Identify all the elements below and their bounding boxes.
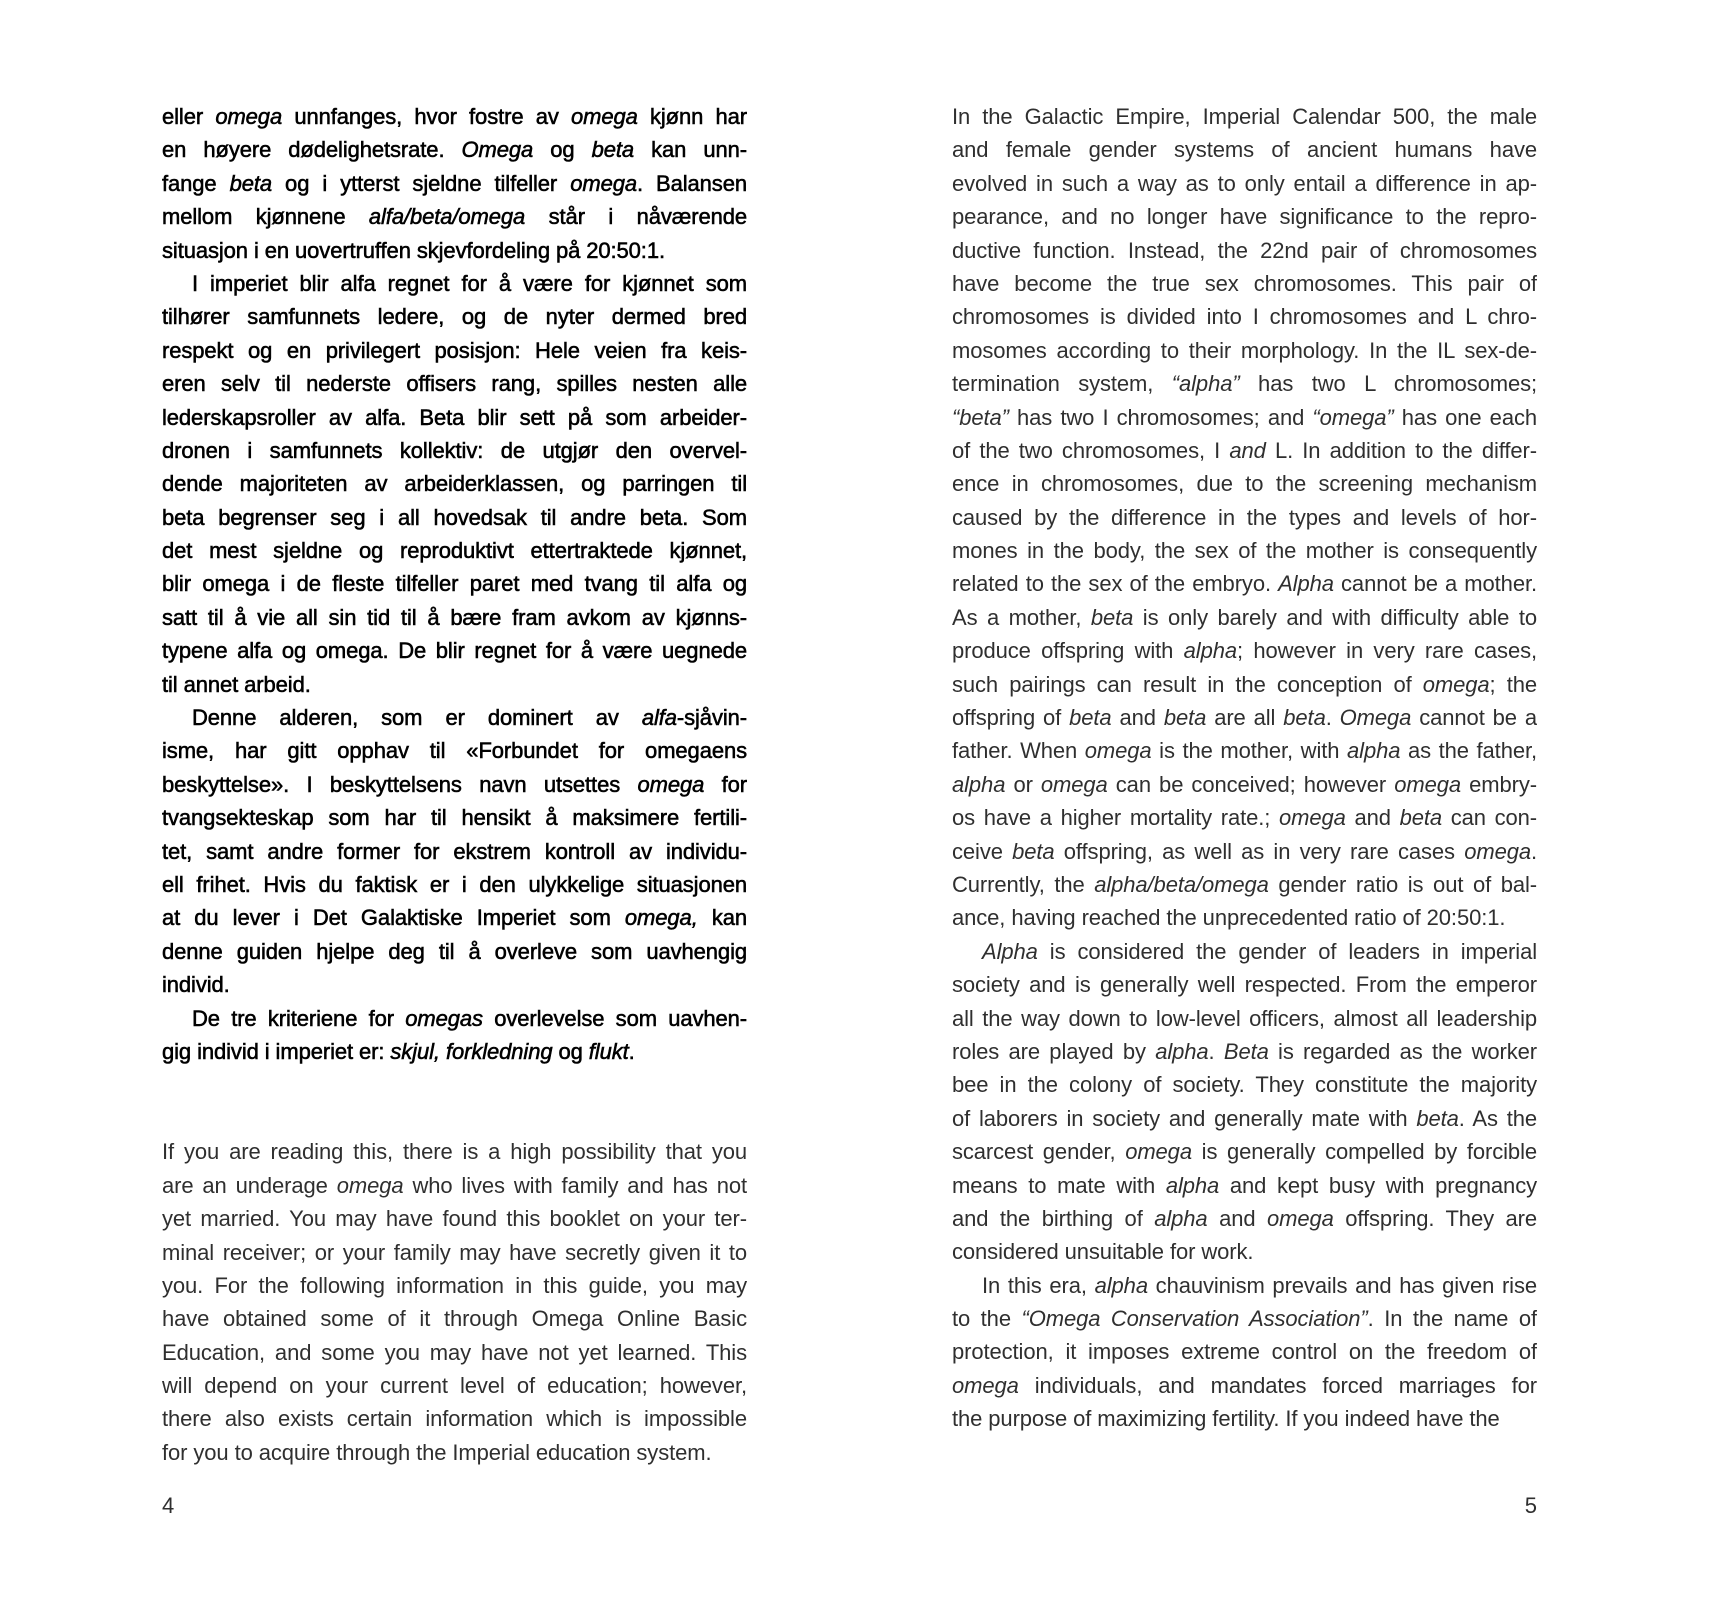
text-line: Denne alderen, som er dominert av alfa-sjåvin- <box>192 705 747 731</box>
text-line: related to the sex of the embryo. Alpha cannot be a mother. <box>952 571 1537 597</box>
text-line: chromosomes is divided into I chromosomes and L chro- <box>952 304 1537 330</box>
text-line: eren selv til nederste offisers rang, spilles nesten alle <box>162 371 747 397</box>
text-line: of the two chromosomes, I and L. In addition to the differ- <box>952 437 1537 463</box>
text-line: tilhører samfunnets ledere, og de nyter dermed bred <box>162 304 747 330</box>
text-line: In this era, alpha chauvinism prevails and has given rise <box>982 1272 1537 1298</box>
text-line: In the Galactic Empire, Imperial Calendar 500, the male <box>952 104 1537 129</box>
text-line: roles are played by alpha. Beta is regarded as the worker <box>952 1038 1537 1064</box>
text-line: society and is generally well respected. From the emperor <box>952 972 1537 998</box>
text-line: gig individ i imperiet er: skjul, forkledning og flukt. <box>162 1038 635 1064</box>
text-line: alpha or omega can be conceived; however omega embry- <box>952 771 1537 797</box>
text-line: tvangsekteskap som har til hensikt å maksimere fertili- <box>162 805 747 831</box>
text-line: have become the true sex chromosomes. This pair of <box>952 270 1537 296</box>
text-line: the purpose of maximizing fertility. If you indeed have the <box>952 1406 1500 1432</box>
text-line: satt til å vie all sin tid til å bære fram avkom av kjønns- <box>162 604 747 630</box>
text-line: Education, and some you may have not yet learned. This <box>162 1339 747 1365</box>
left-page-text-column <box>162 100 747 1469</box>
text-line: there also exists certain information which is impossible <box>162 1406 747 1432</box>
text-line: os have a higher mortality rate.; omega and beta can con- <box>952 805 1537 831</box>
text-line: scarcest gender, omega is generally compelled by forcible <box>952 1139 1537 1165</box>
text-line: termination system, “alpha” has two L chromosomes; <box>952 371 1537 397</box>
text-line: ductive function. Instead, the 22nd pair of chromosomes <box>952 237 1537 263</box>
text-line: isme, har gitt opphav til «Forbundet for omegaens <box>162 738 747 764</box>
text-line: As a mother, beta is only barely and with difficulty able to <box>952 604 1537 630</box>
text-line: respekt og en privilegert posisjon: Hele veien fra keis- <box>162 337 747 363</box>
text-line: dende majoriteten av arbeiderklassen, og parringen til <box>162 471 747 497</box>
text-line: dronen i samfunnets kollektiv: de utgjør den overvel- <box>162 437 747 463</box>
text-line: fange beta og i ytterst sjeldne tilfeller omega. Balansen <box>162 170 747 196</box>
text-line: tet, samt andre former for ekstrem kontroll av individu- <box>162 838 747 864</box>
text-line: at du lever i Det Galaktiske Imperiet som omega, kan <box>162 905 747 931</box>
text-line: det mest sjeldne og reproduktivt ettertraktede kjønnet, <box>162 538 747 564</box>
text-line: mellom kjønnene alfa/beta/omega står i nåværende <box>162 204 747 230</box>
text-paragraph <box>952 1269 1537 1436</box>
text-line: to the “Omega Conservation Association”. In the name of <box>952 1306 1537 1332</box>
text-paragraph <box>162 701 747 1002</box>
text-line: and the birthing of alpha and omega offspring. They are <box>952 1205 1537 1231</box>
text-line: situasjon i en uovertruffen skjevfordeling på 20:50:1. <box>162 237 665 263</box>
text-line: for you to acquire through the Imperial education system. <box>162 1439 712 1465</box>
text-paragraph <box>162 1135 747 1469</box>
text-line: De tre kriteriene for omegas overlevelse som uavhen- <box>192 1005 747 1031</box>
text-line: mosomes according to their morphology. In the IL sex-de- <box>952 337 1537 363</box>
text-line: “beta” has two I chromosomes; and “omega” has one each <box>952 404 1537 430</box>
text-line: have obtained some of it through Omega Online Basic <box>162 1306 747 1332</box>
right-page-text-column <box>952 100 1537 1436</box>
text-line: mones in the body, the sex of the mother is consequently <box>952 538 1537 564</box>
text-line: denne guiden hjelpe deg til å overleve som uavhengig <box>162 938 747 964</box>
text-line: lederskapsroller av alfa. Beta blir sett på som arbeider- <box>162 404 747 430</box>
text-line: Alpha is considered the gender of leaders in imperial <box>982 938 1537 964</box>
text-paragraph <box>952 935 1537 1269</box>
text-line: typene alfa og omega. De blir regnet for å være uegnede <box>162 638 747 664</box>
text-line: all the way down to low-level officers, almost all leadership <box>952 1005 1537 1031</box>
text-line: protection, it imposes extreme control on the freedom of <box>952 1339 1537 1365</box>
text-line: eller omega unnfanges, hvor fostre av omega kjønn har <box>162 104 747 129</box>
text-line: offspring of beta and beta are all beta. Omega cannot be a <box>952 705 1537 731</box>
text-line: Currently, the alpha/beta/omega gender ratio is out of bal- <box>952 871 1537 897</box>
text-line: minal receiver; or your family may have secretly given it to <box>162 1239 747 1265</box>
text-line: I imperiet blir alfa regnet for å være for kjønnet som <box>192 270 747 296</box>
text-line: you. For the following information in this guide, you may <box>162 1272 747 1298</box>
text-line: produce offspring with alpha; however in very rare cases, <box>952 638 1537 664</box>
text-paragraph <box>162 1002 747 1069</box>
text-line: beta begrenser seg i all hovedsak til andre beta. Som <box>162 504 747 530</box>
text-line: ceive beta offspring, as well as in very rare cases omega. <box>952 838 1537 864</box>
text-line: ance, having reached the unprecedented ratio of 20:50:1. <box>952 905 1506 931</box>
text-line: en høyere dødelighetsrate. Omega og beta kan unn- <box>162 137 747 163</box>
text-line: yet married. You may have found this booklet on your ter- <box>162 1206 747 1232</box>
page-number-left: 4 <box>162 1493 175 1518</box>
text-line: caused by the difference in the types and levels of hor- <box>952 504 1537 530</box>
text-line: blir omega i de fleste tilfeller paret med tvang til alfa og <box>162 571 747 597</box>
text-line: individ. <box>162 972 230 998</box>
text-line: bee in the colony of society. They constitute the majority <box>952 1072 1537 1098</box>
text-line: pearance, and no longer have significance to the repro- <box>952 204 1537 230</box>
text-line: til annet arbeid. <box>162 671 311 697</box>
text-line: such pairings can result in the conception of omega; the <box>952 671 1537 697</box>
text-line: will depend on your current level of education; however, <box>162 1373 747 1399</box>
text-paragraph <box>162 267 747 701</box>
text-line: If you are reading this, there is a high possibility that you <box>162 1139 747 1165</box>
text-line: considered unsuitable for work. <box>952 1239 1254 1265</box>
text-line: omega individuals, and mandates forced marriages for <box>952 1372 1537 1398</box>
text-line: are an underage omega who lives with family and has not <box>162 1172 747 1198</box>
text-line: means to mate with alpha and kept busy with pregnancy <box>952 1172 1537 1198</box>
text-section <box>952 100 1537 1436</box>
text-line: and female gender systems of ancient humans have <box>952 137 1537 163</box>
text-paragraph <box>952 100 1537 935</box>
text-section <box>162 1135 747 1469</box>
text-line: ence in chromosomes, due to the screening mechanism <box>952 471 1537 497</box>
page-number-right: 5 <box>1524 1493 1537 1518</box>
text-line: father. When omega is the mother, with alpha as the father, <box>952 738 1537 764</box>
text-line: of laborers in society and generally mate with beta. As the <box>952 1105 1537 1131</box>
text-line: ell frihet. Hvis du faktisk er i den ulykkelige situasjonen <box>162 871 747 897</box>
text-section <box>162 100 747 1068</box>
text-line: evolved in such a way as to only entail a difference in ap- <box>952 170 1537 196</box>
text-line: beskyttelse». I beskyttelsens navn utsettes omega for <box>162 771 747 797</box>
text-paragraph <box>162 100 747 267</box>
